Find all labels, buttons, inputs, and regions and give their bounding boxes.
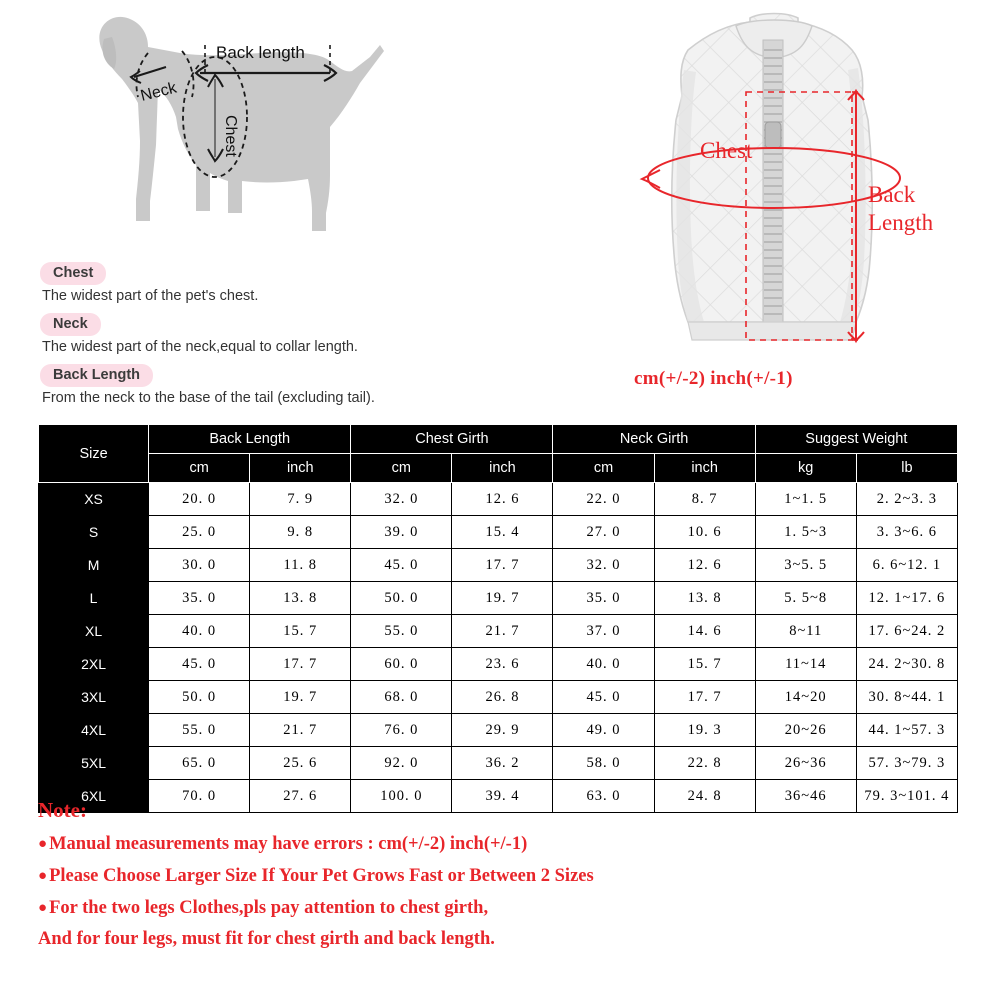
cell: 79. 3~101. 4	[856, 780, 957, 813]
cell: 21. 7	[452, 615, 553, 648]
cell: 3. 3~6. 6	[856, 516, 957, 549]
table-group-header-row	[39, 425, 958, 454]
row-size: 3XL	[39, 681, 149, 714]
cell: 14. 6	[654, 615, 755, 648]
cell: 17. 6~24. 2	[856, 615, 957, 648]
row-size: 4XL	[39, 714, 149, 747]
legend-item-chest	[40, 262, 560, 304]
table-row	[39, 714, 958, 747]
header-unit-inch-3: inch	[654, 454, 755, 483]
cell: 39. 0	[351, 516, 452, 549]
cell: 25. 6	[250, 747, 351, 780]
cell: 17. 7	[654, 681, 755, 714]
cell: 40. 0	[553, 648, 654, 681]
cell: 9. 8	[250, 516, 351, 549]
row-size: XS	[39, 483, 149, 516]
cell: 68. 0	[351, 681, 452, 714]
cell: 17. 7	[250, 648, 351, 681]
cell: 100. 0	[351, 780, 452, 813]
legend-desc-neck: The widest part of the neck,equal to collar length.	[42, 339, 358, 355]
cell: 35. 0	[149, 582, 250, 615]
cell: 27. 6	[250, 780, 351, 813]
cell: 35. 0	[553, 582, 654, 615]
table-unit-header-row	[39, 454, 958, 483]
vest-measurement-diagram	[600, 10, 990, 400]
cell: 65. 0	[149, 747, 250, 780]
cell: 10. 6	[654, 516, 755, 549]
legend-tag-chest: Chest	[40, 262, 106, 285]
cell: 45. 0	[149, 648, 250, 681]
header-neck-girth: Neck Girth	[553, 425, 755, 454]
cell: 92. 0	[351, 747, 452, 780]
table-row	[39, 516, 958, 549]
note-item	[38, 895, 968, 922]
cell: 12. 1~17. 6	[856, 582, 957, 615]
cell: 22. 0	[553, 483, 654, 516]
header-back-length: Back Length	[149, 425, 351, 454]
cell: 15. 7	[250, 615, 351, 648]
illustration-area	[0, 0, 1000, 415]
notes-section	[38, 798, 968, 953]
vest-label-back-line1: Back	[868, 182, 916, 207]
cell: 45. 0	[553, 681, 654, 714]
cell: 13. 8	[250, 582, 351, 615]
note-text: Please Choose Larger Size If Your Pet Grows Fast or Between 2 Sizes	[49, 865, 594, 886]
cell: 13. 8	[654, 582, 755, 615]
header-unit-cm-2: cm	[351, 454, 452, 483]
row-size: 6XL	[39, 780, 149, 813]
header-chest-girth: Chest Girth	[351, 425, 553, 454]
header-unit-kg: kg	[755, 454, 856, 483]
cell: 24. 8	[654, 780, 755, 813]
cell: 57. 3~79. 3	[856, 747, 957, 780]
cell: 14~20	[755, 681, 856, 714]
header-unit-cm-3: cm	[553, 454, 654, 483]
cell: 26~36	[755, 747, 856, 780]
table-row	[39, 582, 958, 615]
header-suggest-weight: Suggest Weight	[755, 425, 957, 454]
cell: 40. 0	[149, 615, 250, 648]
table-row	[39, 747, 958, 780]
legend-tag-neck: Neck	[40, 313, 101, 336]
cell: 17. 7	[452, 549, 553, 582]
cell: 19. 7	[250, 681, 351, 714]
cell: 60. 0	[351, 648, 452, 681]
cell: 20. 0	[149, 483, 250, 516]
note-text: Manual measurements may have errors : cm(+/-2) inch(+/-1)	[49, 834, 528, 854]
header-unit-inch-1: inch	[250, 454, 351, 483]
header-size: Size	[39, 425, 149, 483]
cell: 12. 6	[452, 483, 553, 516]
table-row	[39, 549, 958, 582]
note-item	[38, 863, 968, 890]
cell: 37. 0	[553, 615, 654, 648]
cell: 8. 7	[654, 483, 755, 516]
dog-measurement-diagram	[30, 5, 550, 260]
cell: 70. 0	[149, 780, 250, 813]
cell: 44. 1~57. 3	[856, 714, 957, 747]
header-unit-cm-1: cm	[149, 454, 250, 483]
cell: 58. 0	[553, 747, 654, 780]
cell: 23. 6	[452, 648, 553, 681]
cell: 25. 0	[149, 516, 250, 549]
table-row	[39, 648, 958, 681]
cell: 20~26	[755, 714, 856, 747]
cell: 1~1. 5	[755, 483, 856, 516]
cell: 2. 2~3. 3	[856, 483, 957, 516]
legend-tag-back-length: Back Length	[40, 364, 153, 387]
size-chart-table	[38, 424, 958, 813]
legend-item-back-length	[40, 364, 560, 406]
cell: 32. 0	[351, 483, 452, 516]
cell: 11~14	[755, 648, 856, 681]
cell: 63. 0	[553, 780, 654, 813]
cell: 15. 7	[654, 648, 755, 681]
row-size: 2XL	[39, 648, 149, 681]
cell: 32. 0	[553, 549, 654, 582]
cell: 50. 0	[351, 582, 452, 615]
cell: 7. 9	[250, 483, 351, 516]
bullet-icon: ●	[38, 836, 48, 852]
notes-title: Note:	[38, 798, 87, 822]
row-size: L	[39, 582, 149, 615]
cell: 45. 0	[351, 549, 452, 582]
cell: 19. 3	[654, 714, 755, 747]
cell: 26. 8	[452, 681, 553, 714]
cell: 36~46	[755, 780, 856, 813]
header-unit-inch-2: inch	[452, 454, 553, 483]
note-item	[38, 831, 968, 858]
cell: 22. 8	[654, 747, 755, 780]
cell: 15. 4	[452, 516, 553, 549]
cell: 76. 0	[351, 714, 452, 747]
cell: 27. 0	[553, 516, 654, 549]
legend-desc-chest: The widest part of the pet's chest.	[42, 288, 259, 304]
label-neck: Neck	[138, 79, 179, 105]
vest-label-chest: Chest	[700, 138, 753, 163]
note-text: For the two legs Clothes,pls pay attention to chest girth,	[49, 897, 489, 918]
row-size: M	[39, 549, 149, 582]
cell: 12. 6	[654, 549, 755, 582]
note-sub-text: And for four legs, must fit for chest girth and back length.	[38, 929, 495, 950]
cell: 55. 0	[351, 615, 452, 648]
vest-label-back-line2: Length	[868, 210, 934, 235]
row-size: XL	[39, 615, 149, 648]
cell: 36. 2	[452, 747, 553, 780]
cell: 30. 0	[149, 549, 250, 582]
cell: 49. 0	[553, 714, 654, 747]
cell: 30. 8~44. 1	[856, 681, 957, 714]
row-size: 5XL	[39, 747, 149, 780]
cell: 6. 6~12. 1	[856, 549, 957, 582]
cell: 55. 0	[149, 714, 250, 747]
cell: 3~5. 5	[755, 549, 856, 582]
cell: 1. 5~3	[755, 516, 856, 549]
vest-shape	[672, 14, 872, 341]
cell: 8~11	[755, 615, 856, 648]
cell: 29. 9	[452, 714, 553, 747]
header-unit-lb: lb	[856, 454, 957, 483]
cell: 19. 7	[452, 582, 553, 615]
bullet-icon: ●	[38, 867, 48, 884]
tolerance-note: cm(+/-2) inch(+/-1)	[634, 368, 793, 389]
cell: 39. 4	[452, 780, 553, 813]
bullet-icon: ●	[38, 899, 48, 916]
legend-item-neck	[40, 313, 560, 355]
cell: 5. 5~8	[755, 582, 856, 615]
cell: 24. 2~30. 8	[856, 648, 957, 681]
cell: 11. 8	[250, 549, 351, 582]
label-back-length: Back length	[216, 43, 305, 62]
legend-desc-back-length: From the neck to the base of the tail (excluding tail).	[42, 390, 375, 406]
table-row	[39, 681, 958, 714]
cell: 50. 0	[149, 681, 250, 714]
cell: 21. 7	[250, 714, 351, 747]
table-row	[39, 483, 958, 516]
measurement-legend	[40, 262, 560, 415]
label-chest: Chest	[222, 115, 239, 157]
row-size: S	[39, 516, 149, 549]
table-row	[39, 615, 958, 648]
